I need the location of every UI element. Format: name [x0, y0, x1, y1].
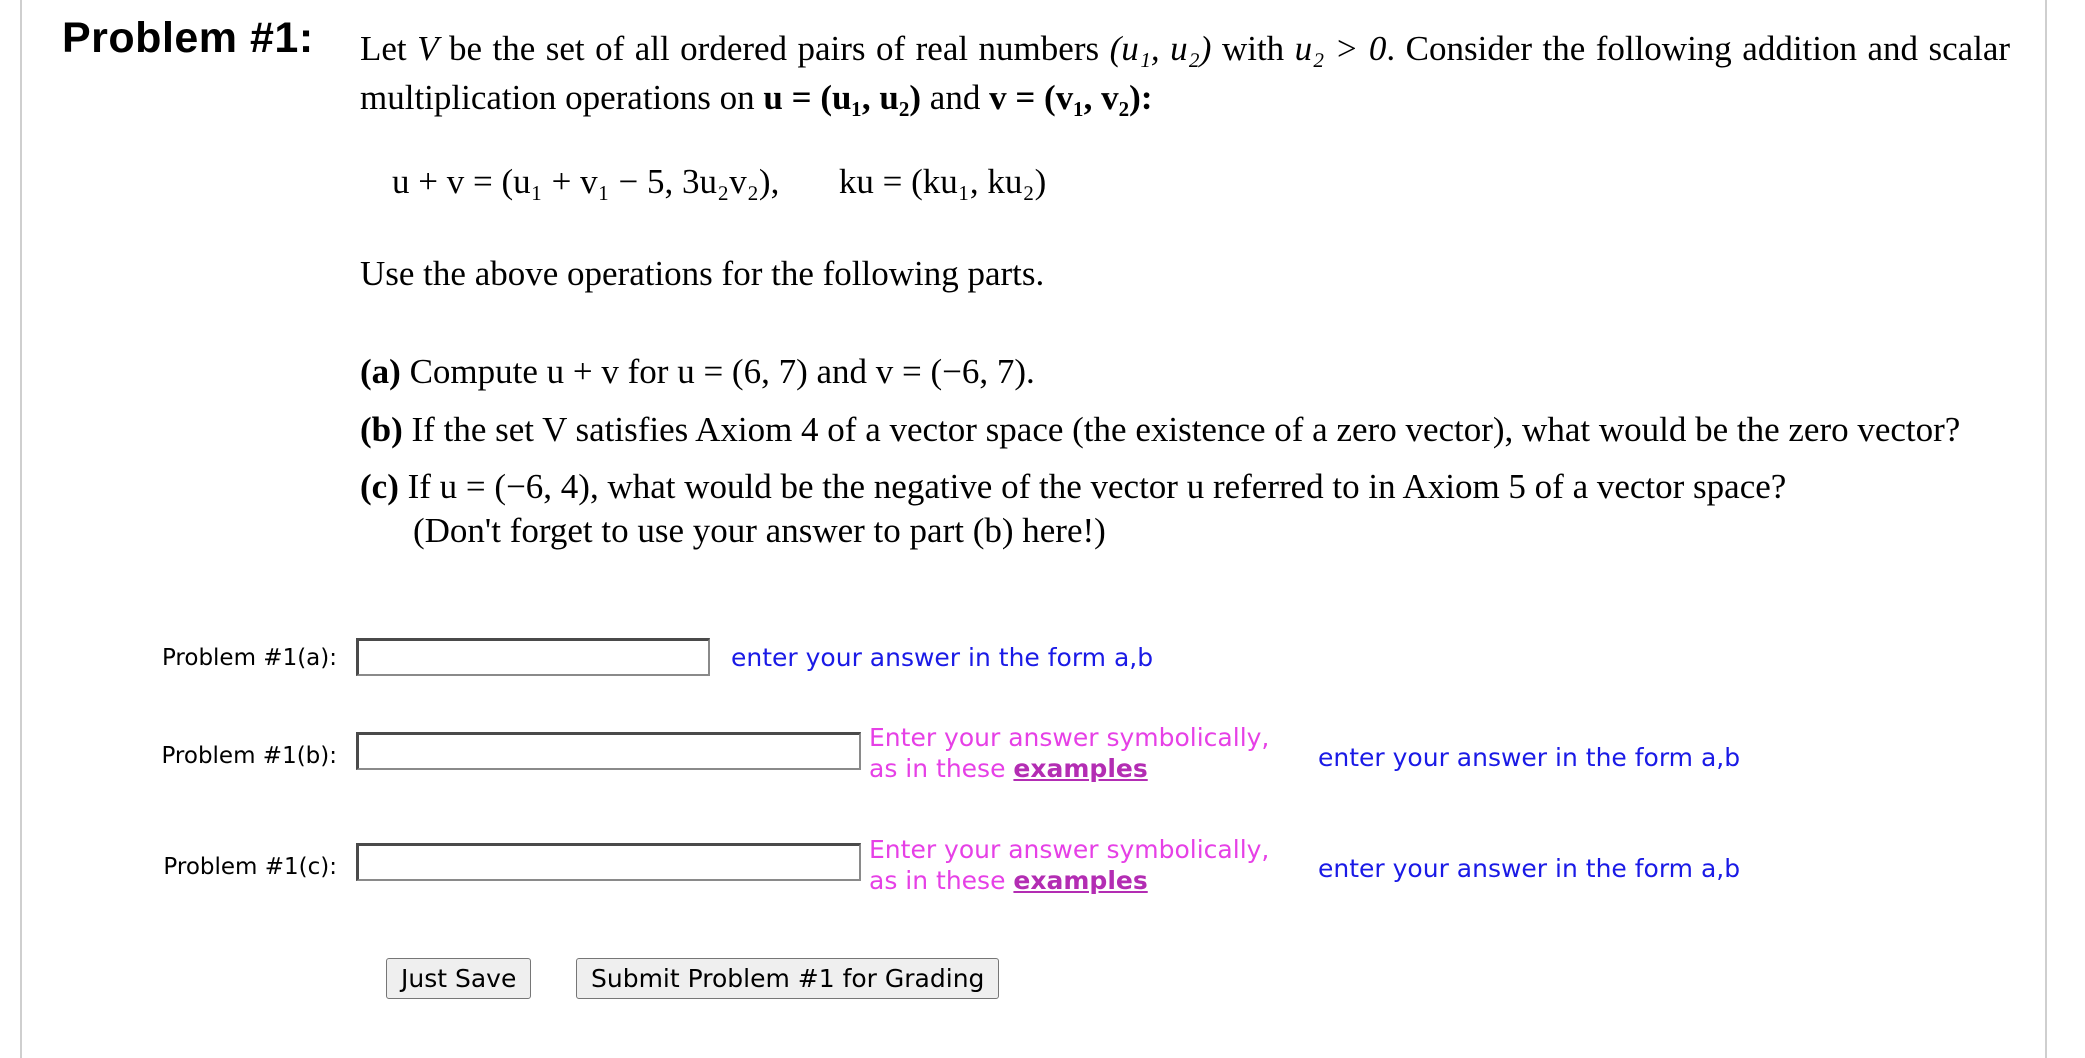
problem-statement: Let V be the set of all ordered pairs of real numbers (u₁, u₂) with u₂ > 0. Consider the following addition and scalar multiplication operations on u = (u₁, u₂) and v = (v₁, v₂): [360, 29, 2011, 117]
part-c: (c) If u = (−6, 4), what would be the negative of the vector u referred to in Axiom 5 of a vector space? [360, 467, 1787, 506]
problem-title: Problem #1: [62, 14, 314, 62]
part-b: (b) If the set V satisfies Axiom 4 of a vector space (the existence of a zero vector), what would be the zero vector? [360, 410, 1961, 449]
answer-a-label: Problem #1(a): [161, 645, 337, 671]
addition-operation: u + v = (u₁ + v₁ − 5, 3u₂v₂), [392, 162, 780, 201]
examples-link[interactable]: examples [1013, 754, 1148, 783]
examples-link[interactable]: examples [1013, 866, 1148, 895]
instructions: Use the above operations for the following parts. [360, 254, 1045, 293]
answer-b-symbolic-hint: Enter your answer symbolically, as in these examples [869, 723, 1270, 783]
submit-grading-button[interactable]: Submit Problem #1 for Grading [576, 958, 999, 999]
answer-c-label: Problem #1(c): [163, 854, 337, 880]
operations-display [392, 162, 1046, 202]
answer-b-label: Problem #1(b): [161, 743, 337, 769]
answer-c-input[interactable] [356, 843, 861, 881]
answer-c-hint: enter your answer in the form a,b [1318, 854, 1741, 883]
just-save-button[interactable]: Just Save [386, 958, 531, 999]
part-a: (a) Compute u + v for u = (6, 7) and v = (−6, 7). [360, 352, 1035, 391]
answer-b-input[interactable] [356, 732, 861, 770]
answer-a-hint: enter your answer in the form a,b [731, 643, 1154, 672]
answer-c-symbolic-hint: Enter your answer symbolically, as in these examples [869, 835, 1270, 895]
answer-a-input[interactable] [356, 638, 710, 676]
part-c-note: (Don't forget to use your answer to part (b) here!) [413, 511, 1106, 550]
answer-b-hint: enter your answer in the form a,b [1318, 743, 1741, 772]
scalar-operation: ku = (ku₁, ku₂) [838, 162, 1047, 201]
